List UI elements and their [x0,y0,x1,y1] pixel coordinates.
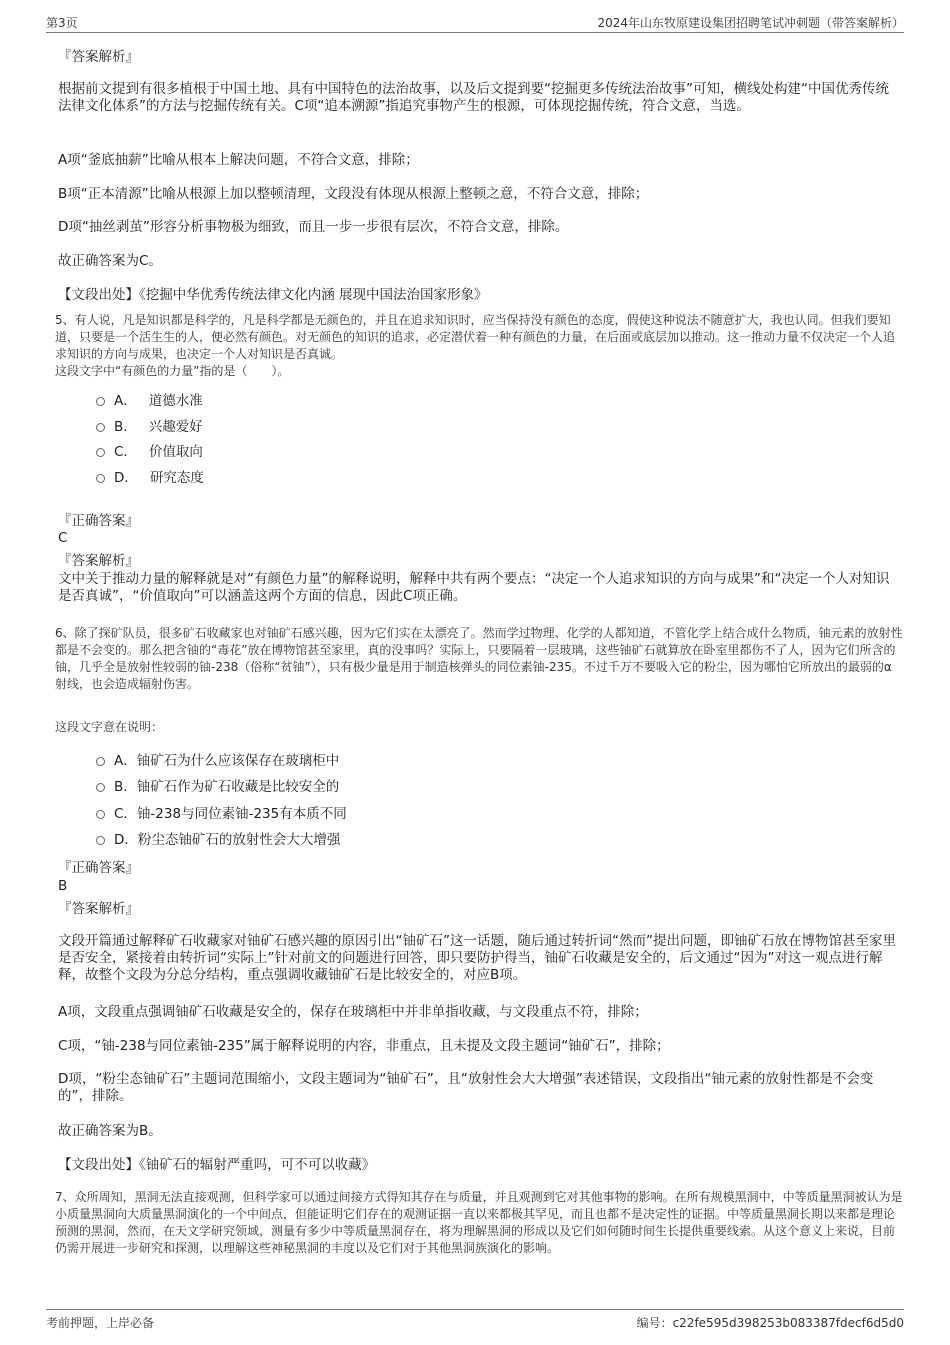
q6-analysis: 文段开篇通过解释矿石收藏家对铀矿石感兴趣的原因引出“铀矿石”这一话题，随后通过转折词“然而”提出问题，即铀矿石放在博物馆甚至家里是否安全，紧接着由转折词“实际上”针对前文的问题进行回答，即只要防护得当，铀矿石收藏是安全的，后文通过“因为”对这一观点进行解释，故整个文段为分总分结构，重点强调收藏铀矿石是比较安全的，对应B项。 [58,933,896,983]
q6-option-b[interactable]: B．铀矿石作为矿石收藏是比较安全的 [96,779,339,796]
q5-answer-heading: 『正确答案』 [58,513,139,529]
q5-question: 这段文字中“有颜色的力量”指的是（ ）。 [55,364,290,378]
q6-question: 这段文字意在说明： [55,720,164,734]
q4-option-d-explanation: D项“抽丝剥茧”形容分析事物极为细致，而且一步一步很有层次，不符合文意，排除。 [58,219,569,235]
q4-conclusion: 故正确答案为C。 [58,253,162,269]
radio-icon[interactable] [96,836,105,845]
q6-option-a-explanation: A项，文段重点强调铀矿石收藏是安全的，保存在玻璃柜中并非单指收藏，与文段重点不符，排除； [58,1004,648,1020]
radio-icon[interactable] [96,397,105,406]
page-number: 第3页 [46,16,78,30]
q5-stem: 5、有人说，凡是知识都是科学的，凡是科学都是无颜色的，并且在追求知识时，应当保持没有颜色的态度，假使这种说法不随意扩大，我也认同。但我们要知道，只要是一个活生生的人，便必然有颜色。对无颜色的知识的追求，必定潜伏着一种有颜色的力量，在后面或底层加以推动。这一推动力量不仅决定一个人追求知识的方向与成果，也决定一个人对知识是否真诚。 [55,313,896,361]
q5-option-d[interactable]: D． 研究态度 [96,470,204,487]
radio-icon[interactable] [96,783,105,792]
radio-icon[interactable] [96,448,105,457]
q4-option-a-explanation: A项“釜底抽薪”比喻从根本上解决问题，不符合文意，排除； [58,152,419,168]
radio-icon[interactable] [96,810,105,819]
q4-source: 【文段出处】《挖掘中华优秀传统法律文化内涵 展现中国法治国家形象》 [58,287,488,303]
q4-analysis: 根据前文提到有很多植根于中国土地、具有中国特色的法治故事，以及后文提到要“挖掘更多传统法治故事”可知，横线处构建“中国优秀传统法律文化体系”的方法与挖掘传统有关。C项“追本溯源”指追究事物产生的根源，可体现挖掘传统，符合文意，当选。 [58,81,889,114]
q6-option-d[interactable]: D．粉尘态铀矿石的放射性会大大增强 [96,832,340,849]
q6-answer: B [58,878,68,894]
q6-answer-heading: 『正确答案』 [58,860,139,876]
footer-slogan: 考前押题，上岸必备 [46,1316,155,1330]
q5-analysis-heading: 『答案解析』 [58,553,139,569]
radio-icon[interactable] [96,423,105,432]
q4-option-b-explanation: B项“正本清源”比喻从根源上加以整顿清理，文段没有体现从根源上整顿之意，不符合文意，排除； [58,186,649,202]
q6-option-d-explanation: D项，“粉尘态铀矿石”主题词范围缩小，文段主题词为“铀矿石”，且“放射性会大大增强”表述错误，文段指出“铀元素的放射性都是不会变的”，排除。 [58,1071,874,1104]
page-header [46,14,904,33]
q6-source: 【文段出处】《铀矿石的辐射严重吗，可不可以收藏》 [58,1157,376,1173]
q6-analysis-heading: 『答案解析』 [58,901,139,917]
q7-stem: 7、众所周知，黑洞无法直接观测，但科学家可以通过间接方式得知其存在与质量，并且观测到它对其他事物的影响。在所有规模黑洞中，中等质量黑洞被认为是小质量黑洞向大质量黑洞演化的一个中间点，但能证明它们存在的观测证据一直以来都极其罕见，而且也都不是决定性的证据。中等质量黑洞长期以来都是理论预测的黑洞，然而，在天文学研究领域，测量有多少中等质量黑洞存在，将为理解黑洞的形成以及它们如何随时间生长提供重要线索。从这个意义上来说，目前仍需开展进一步研究和探测，以理解这些神秘黑洞的丰度以及它们对于其他黑洞族演化的影响。 [55,1190,903,1255]
q6-option-c[interactable]: C．铀-238与同位素铀-235有本质不同 [96,806,347,823]
document-title: 2024年山东牧原建设集团招聘笔试冲刺题（带答案解析） [597,16,904,30]
q5-analysis: 文中关于推动力量的解释就是对“有颜色力量”的解释说明，解释中共有两个要点：“决定一个人追求知识的方向与成果”和“决定一个人对知识是否真诚”，“价值取向”可以涵盖这两个方面的信息，因此C项正确。 [58,571,890,604]
radio-icon[interactable] [96,757,105,766]
page-footer [46,1309,904,1332]
q5-option-c[interactable]: C． 价值取向 [96,444,203,461]
q4-analysis-heading: 『答案解析』 [58,49,139,65]
q6-conclusion: 故正确答案为B。 [58,1123,162,1139]
q5-option-b[interactable]: B． 兴趣爱好 [96,419,203,436]
q5-option-a[interactable]: A． 道德水准 [96,393,203,410]
radio-icon[interactable] [96,474,105,483]
q5-answer: C [58,530,68,546]
document-id: 编号：c22fe595d398253b083387fdecf6d5d0 [636,1316,904,1330]
q6-option-c-explanation: C项，“铀-238与同位素铀-235”属于解释说明的内容，非重点，且未提及文段主题词“铀矿石”，排除； [58,1038,670,1054]
q6-option-a[interactable]: A．铀矿石为什么应该保存在玻璃柜中 [96,753,339,770]
q6-stem: 6、除了探矿队员，很多矿石收藏家也对铀矿石感兴趣，因为它们实在太漂亮了。然而学过物理、化学的人都知道，不管化学上结合成什么物质，铀元素的放射性都是不会变的。那么把含铀的“毒花”放在博物馆甚至家里，真的没事吗？实际上，只要隔着一层玻璃，这些铀矿石就算放在卧室里都伤不了人，因为它们所含的铀，几乎全是放射性较弱的铀-238（俗称“贫铀”），只有极少量是用于制造核弹头的同位素铀-235。不过千万不要吸入它的粉尘，因为哪怕它所放出的最弱的α射线，也会造成辐射伤害。 [55,626,903,691]
